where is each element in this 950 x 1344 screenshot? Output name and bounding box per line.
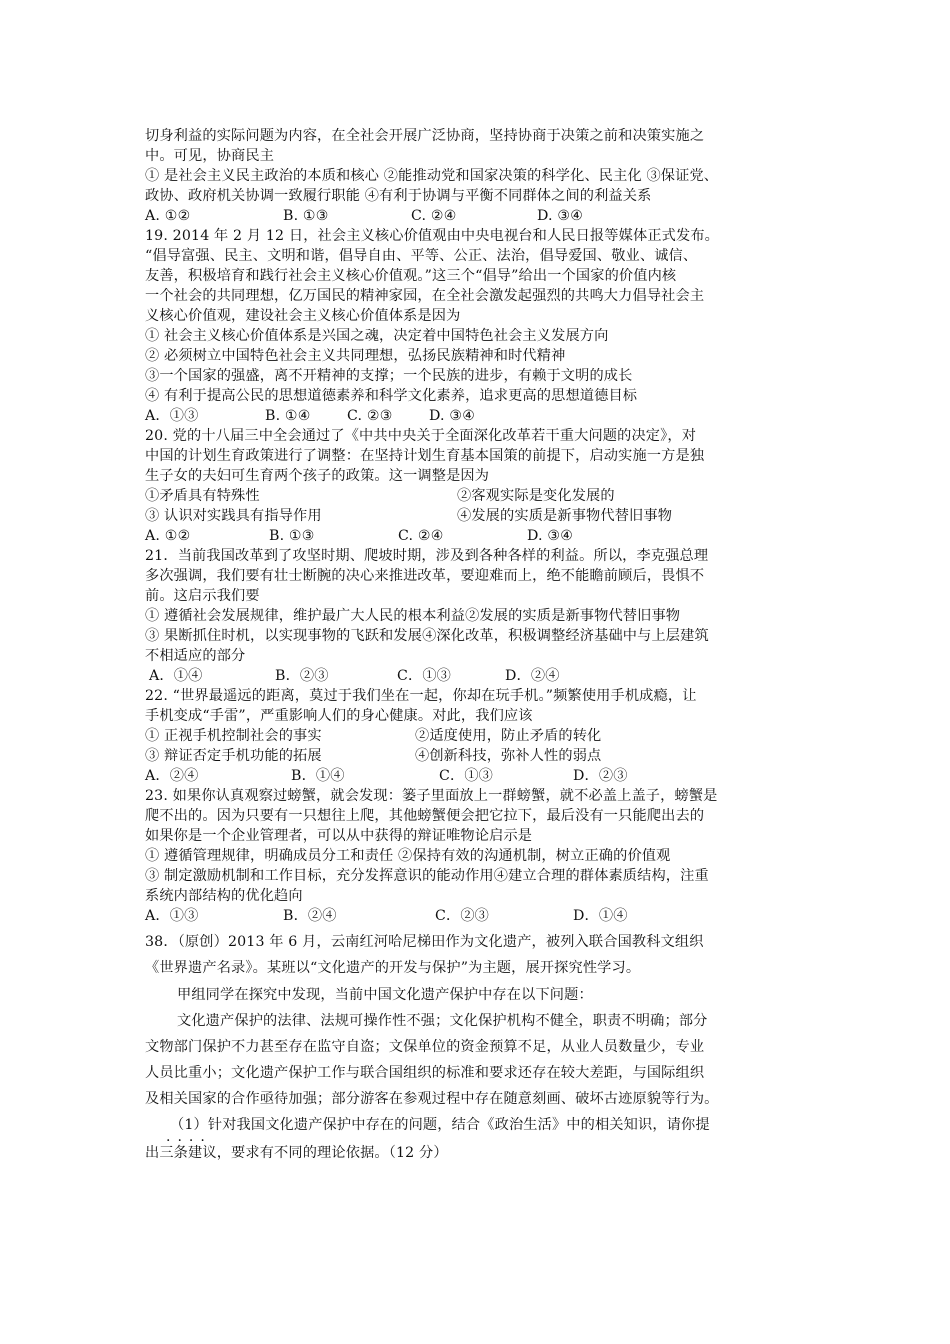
q19-statement-1: ① 社会主义核心价值体系是兴国之魂，决定着中国特色社会主义发展方向 [145, 328, 609, 344]
q19-line4: 一个社会的共同理想，亿万国民的精神家园，在全社会激发起强烈的共鸣大力倡导社会主 [145, 288, 705, 304]
q20-statement-1: ①矛盾具有特殊性 [145, 488, 260, 504]
q20-option-b: B. ①③ [269, 528, 315, 544]
q23-statements-line1: ① 遵循管理规律，明确成员分工和责任 ②保持有效的沟通机制，树立正确的价值观 [145, 848, 671, 864]
q38-paragraph-1: 甲组同学在探究中发现，当前中国文化遗产保护中存在以下问题： [177, 987, 593, 1003]
q23-option-c: C．②③ [435, 908, 490, 924]
q23-statements-line3: 系统内部结构的优化趋向 [145, 888, 303, 904]
q22-option-b: B．①④ [291, 768, 345, 784]
q20-line1: 20. 党的十八届三中全会通过了《中共中央关于全面深化改革若干重大问题的决定》，对 [145, 428, 697, 444]
q22-statement-2: ②适度使用，防止矛盾的转化 [415, 728, 602, 744]
q21-option-b: B．②③ [275, 668, 329, 684]
q20-option-a: A. ①② [145, 528, 191, 544]
q18-statements-line1: ① 是社会主义民主政治的本质和核心 ②能推动党和国家决策的科学化、民主化 ③保证党、 [145, 168, 719, 184]
q38-emphasis-dots: .... [166, 1129, 212, 1145]
q22-statements-row2 [145, 746, 805, 766]
q22-option-c: C．①③ [439, 768, 494, 784]
q20-statement-2: ②客观实际是变化发展的 [457, 488, 615, 504]
q22-statements-row1 [145, 726, 805, 746]
q22-line2: 手机变成“手雷”，严重影响人们的身心健康。对此，我们应该 [145, 708, 533, 724]
q21-option-c: C．①③ [397, 668, 452, 684]
q21-statements-line3: 不相适应的部分 [145, 648, 246, 664]
q38-paragraph-2-line4: 及相关国家的合作亟待加强；部分游客在参观过程中存在随意刻画、破坏古迹原貌等行为。 [145, 1091, 719, 1107]
q38-paragraph-2-line1: 文化遗产保护的法律、法规可操作性不强；文化保护机构不健全，职责不明确；部分 [177, 1013, 708, 1029]
q20-line2: 中国的计划生育政策进行了调整：在坚持计划生育基本国策的前提下，启动实施一方是独 [145, 448, 705, 464]
q18-stem-line2: 中。可见，协商民主 [145, 148, 275, 164]
q20-statement-4: ④发展的实质是新事物代替旧事物 [457, 508, 673, 524]
q22-line1: 22. “世界最遥远的距离，莫过于我们坐在一起，你却在玩手机。”频繁使用手机成瘾，让 [145, 688, 697, 704]
q19-line3: 友善，积极培育和践行社会主义核心价值观。”这三个“倡导”给出一个国家的价值内核 [145, 268, 677, 284]
q38-line2: 《世界遗产名录》。某班以“文化遗产的开发与保护”为主题，展开探究性学习。 [145, 960, 641, 976]
q20-option-d: D. ③④ [527, 528, 574, 544]
q19-option-a: A．①③ [145, 408, 199, 424]
q19-line5: 义核心价值观，建设社会主义核心价值体系是因为 [145, 308, 461, 324]
q23-line3: 如果你是一个企业管理者，可以从中获得的辩证唯物论启示是 [145, 828, 533, 844]
q22-statement-1: ① 正视手机控制社会的事实 [145, 728, 322, 744]
q22-option-a: A．②④ [145, 768, 199, 784]
q21-line3: 前。这启示我们要 [145, 588, 260, 604]
q23-line2: 爬不出的。因为只要有一只想往上爬，其他螃蟹便会把它拉下，最后没有一只能爬出去的 [145, 808, 705, 824]
q19-statement-4: ④ 有利于提高公民的思想道德素养和科学文化素养，追求更高的思想道德目标 [145, 388, 638, 404]
q23-line1: 23. 如果你认真观察过螃蟹，就会发现：篓子里面放上一群螃蟹，就不必盖上盖子，螃蟹是 [145, 788, 718, 804]
q22-option-d: D．②③ [573, 768, 628, 784]
q19-option-b: B. ①④ [265, 408, 311, 424]
q19-statement-2: ② 必须树立中国特色社会主义共同理想，弘扬民族精神和时代精神 [145, 348, 566, 364]
q20-line3: 生子女的夫妇可生育两个孩子的政策。这一调整是因为 [145, 468, 490, 484]
q19-line1: 19. 2014 年 2 月 12 日，社会主义核心价值观由中央电视台和人民日报等媒体正式发布。 [145, 228, 720, 244]
q21-statements-line2: ③ 果断抓住时机，以实现事物的飞跃和发展④深化改革，积极调整经济基础中与上层建筑 [145, 628, 709, 644]
q18-option-b: B. ①③ [283, 208, 329, 224]
q21-line2: 多次强调，我们要有壮士断腕的决心来推进改革，要迎难而上，绝不能瞻前顾后，畏惧不 [145, 568, 705, 584]
q20-option-c: C. ②④ [398, 528, 444, 544]
q19-line2: “倡导富强、民主、文明和谐，倡导自由、平等、公正、法治，倡导爱国、敬业、诚信、 [145, 248, 698, 264]
q21-line1: 21．当前我国改革到了攻坚时期、爬坡时期，涉及到各种各样的利益。所以，李克强总理 [145, 548, 709, 564]
q38-line1: 38．（原创）2013 年 6 月，云南红河哈尼梯田作为文化遗产，被列入联合国教科文组织 [145, 934, 704, 950]
q23-statements-line2: ③ 制定激励机制和工作目标，充分发挥意识的能动作用④建立合理的群体素质结构，注重 [145, 868, 709, 884]
q18-statements-line2: 政协、政府机关协调一致履行职能 ④有利于协调与平衡不同群体之间的利益关系 [145, 188, 652, 204]
q19-option-c: C. ②③ [347, 408, 393, 424]
q18-stem-line1: 切身利益的实际问题为内容，在全社会开展广泛协商，坚持协商于决策之前和决策实施之 [145, 128, 705, 144]
q38-subquestion-1-line2: 出三条建议，要求有不同的理论依据。（12 分） [145, 1145, 448, 1161]
q18-option-c: C. ②④ [411, 208, 457, 224]
q38-subquestion-1-line1: （1）针对我国文化遗产保护中存在的问题，结合《政治生活》中的相关知识，请你提 [170, 1117, 710, 1133]
q21-statements-line1: ① 遵循社会发展规律，维护最广大人民的根本利益②发展的实质是新事物代替旧事物 [145, 608, 681, 624]
q23-option-a: A．①③ [145, 908, 199, 924]
q22-statement-4: ④创新科技，弥补人性的弱点 [415, 748, 602, 764]
q20-statements-row1 [145, 486, 805, 506]
q20-statements-row2 [145, 506, 805, 526]
q22-statement-3: ③ 辩证否定手机功能的拓展 [145, 748, 322, 764]
q23-option-b: B．②④ [283, 908, 337, 924]
q21-option-a: A．①④ [149, 668, 203, 684]
q19-option-d: D. ③④ [429, 408, 476, 424]
q19-statement-3: ③一个国家的强盛，离不开精神的支撑；一个民族的进步，有赖于文明的成长 [145, 368, 633, 384]
q21-option-d: D．②④ [505, 668, 560, 684]
q18-option-a: A. ①② [145, 208, 191, 224]
q20-statement-3: ③ 认识对实践具有指导作用 [145, 508, 322, 524]
q18-option-d: D. ③④ [537, 208, 584, 224]
q23-option-d: D．①④ [573, 908, 628, 924]
q38-paragraph-2-line3: 人员比重小；文化遗产保护工作与联合国组织的标准和要求还存在较大差距，与国际组织 [145, 1065, 705, 1081]
q38-paragraph-2-line2: 文物部门保护不力甚至存在监守自盗；文保单位的资金预算不足，从业人员数量少，专业 [145, 1039, 705, 1055]
